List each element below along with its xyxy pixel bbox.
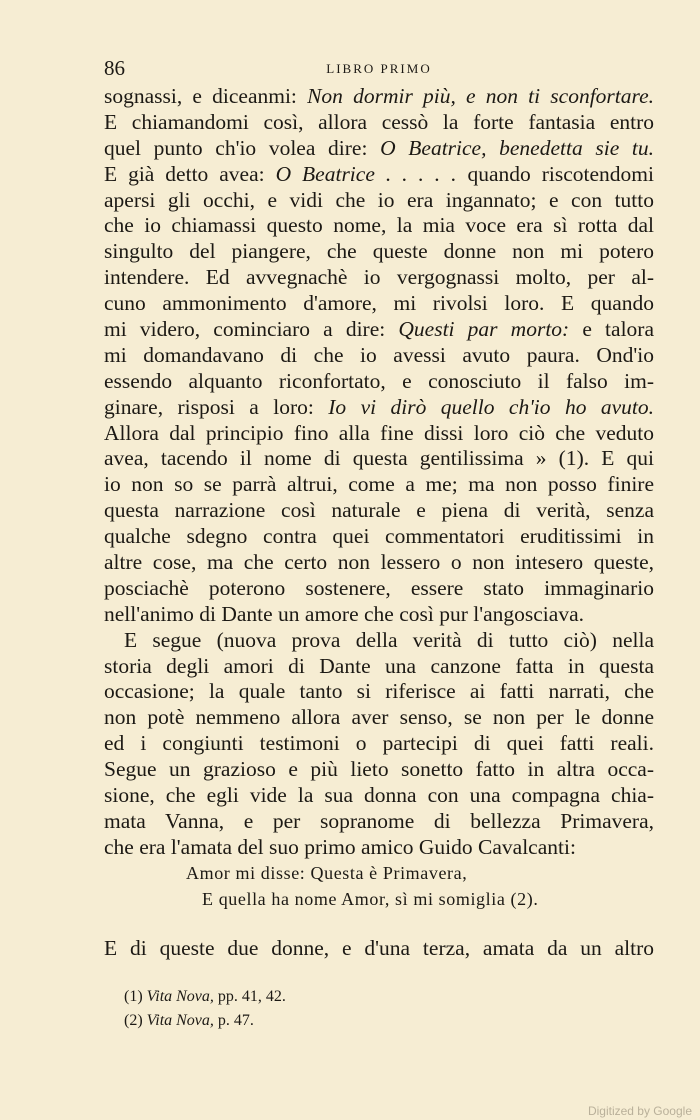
text-run: e talora [569, 317, 654, 342]
italic-quote: Io vi dirò quello ch'io ho avuto. [328, 394, 654, 419]
text-run: che io chiamassi questo nome, la mia voce era sì rotta dal [104, 213, 654, 238]
italic-quote: Questi par morto: [398, 317, 570, 342]
text-line [104, 343, 654, 369]
text-run: singulto del piangere, che queste donne non mi potero [104, 239, 654, 264]
text-line [104, 162, 654, 188]
text-run: avea, tacendo il nome di questa gentilissima » (1). E qui [104, 446, 654, 471]
text-line [104, 136, 654, 162]
text-run: io non so se parrà altrui, come a me; ma non posso finire [104, 472, 654, 497]
text-line [104, 654, 654, 680]
text-run: E già detto avea: [104, 161, 276, 186]
text-line [104, 239, 654, 265]
text-run: intendere. Ed avvegnachè io vergognassi molto, per al- [104, 265, 654, 290]
text-line [104, 731, 654, 757]
footnote [124, 1009, 644, 1033]
footnote-reference: pp. 41, 42. [213, 988, 286, 1005]
text-run: apersi gli occhi, e vidi che io era ingannato; e con tutto [104, 187, 654, 212]
text-run: cuno ammonimento d'amore, mi rivolsi loro. E quando [104, 291, 654, 316]
text-line [104, 213, 654, 239]
text-run: E chiamandomi così, allora cessò la forte fantasia entro [104, 109, 654, 134]
text-run: ginare, risposi a loro: [104, 394, 329, 419]
body-text [104, 84, 654, 861]
footnote-work: Vita Nova, [146, 988, 214, 1005]
verse-quote [186, 860, 626, 912]
text-run: ed i congiunti testimoni o partecipi di quei fatti reali. [104, 731, 654, 756]
text-line [104, 369, 654, 395]
running-title: LIBRO PRIMO [326, 61, 432, 76]
text-line [104, 472, 654, 498]
text-run: E segue (nuova prova della verità di tutto ciò) nella [124, 627, 654, 652]
text-line [104, 705, 654, 731]
footnote-number: (1) [124, 988, 147, 1005]
text-run: storia degli amori di Dante una canzone fatta in questa [104, 653, 654, 678]
text-run: occasione; la quale tanto si riferisce ai fatti narrati, che [104, 679, 654, 704]
text-line [104, 446, 654, 472]
text-run: che era l'amata del suo primo amico Guido Cavalcanti: [104, 834, 576, 859]
text-run: Allora dal principio fino alla fine dissi loro ciò che veduto [104, 420, 654, 445]
text-run: sognassi, e diceanmi: [104, 84, 308, 108]
text-run: questa narrazione così naturale e piena di verità, senza [104, 498, 654, 523]
text-run: mata Vanna, e per sopranome di bellezza Primavera, [104, 808, 654, 833]
footnote [124, 985, 644, 1009]
footnote-number: (2) [124, 1012, 147, 1029]
text-run: Segue un grazioso e più lieto sonetto fatto in altra occa- [104, 757, 654, 782]
text-line [104, 835, 654, 861]
page-number: 86 [104, 56, 125, 80]
text-line [104, 421, 654, 447]
italic-quote: O Beatrice, benedetta sie tu. [380, 135, 654, 160]
text-line [104, 757, 654, 783]
text-run: quando riscotendomi [456, 161, 654, 186]
footnotes [124, 985, 644, 1033]
text-line [104, 498, 654, 524]
text-run: quel punto ch'io volea dire: [104, 135, 381, 160]
text-line [104, 291, 654, 317]
text-line [104, 265, 654, 291]
text-line: E di queste due donne, e d'una terza, amata da un altro [104, 936, 654, 960]
italic-quote: Non dormir più, e non ti sconfortare. [307, 84, 654, 108]
text-line [104, 317, 654, 343]
text-line [104, 602, 654, 628]
text-run: altre cose, ma che certo non lessero o non intesero queste, [104, 550, 654, 575]
text-run: qualche sdegno contra quei commentatori eruditissimi in [104, 524, 654, 549]
text-line [104, 84, 654, 110]
text-run: mi videro, cominciaro a dire: [104, 317, 399, 342]
verse-line: Amor mi disse: Questa è Primavera, [186, 863, 468, 883]
text-run: sione, che egli vide la sua donna con una compagna chia- [104, 783, 654, 808]
text-line [104, 395, 654, 421]
footnote-work: Vita Nova, [146, 1012, 214, 1029]
text-line [104, 524, 654, 550]
closing-paragraph [104, 936, 654, 962]
text-run: essendo alquanto riconfortato, e conosciuto il falso im- [104, 368, 654, 393]
text-line [104, 809, 654, 835]
text-run: nell'animo di Dante un amore che così pur l'angosciava. [104, 601, 584, 626]
text-run: non potè nemmeno allora aver senso, se non per le donne [104, 705, 654, 730]
text-line [104, 188, 654, 214]
text-line [104, 576, 654, 602]
text-line [104, 628, 654, 654]
text-line [104, 783, 654, 809]
verse-line: E quella ha nome Amor, sì mi somiglia (2). [202, 889, 539, 909]
text-line [104, 550, 654, 576]
text-run: posciachè poterono sostenere, essere stato immaginario [104, 575, 654, 600]
footnote-reference: p. 47. [213, 1012, 254, 1029]
page-header [104, 56, 654, 84]
italic-quote: O Beatrice . . . . . [275, 161, 457, 186]
text-run: mi domandavano di che io avessi avuto paura. Ond'io [104, 342, 654, 367]
text-line [104, 679, 654, 705]
text-line [104, 110, 654, 136]
watermark: Digitized by Google [587, 1104, 692, 1118]
